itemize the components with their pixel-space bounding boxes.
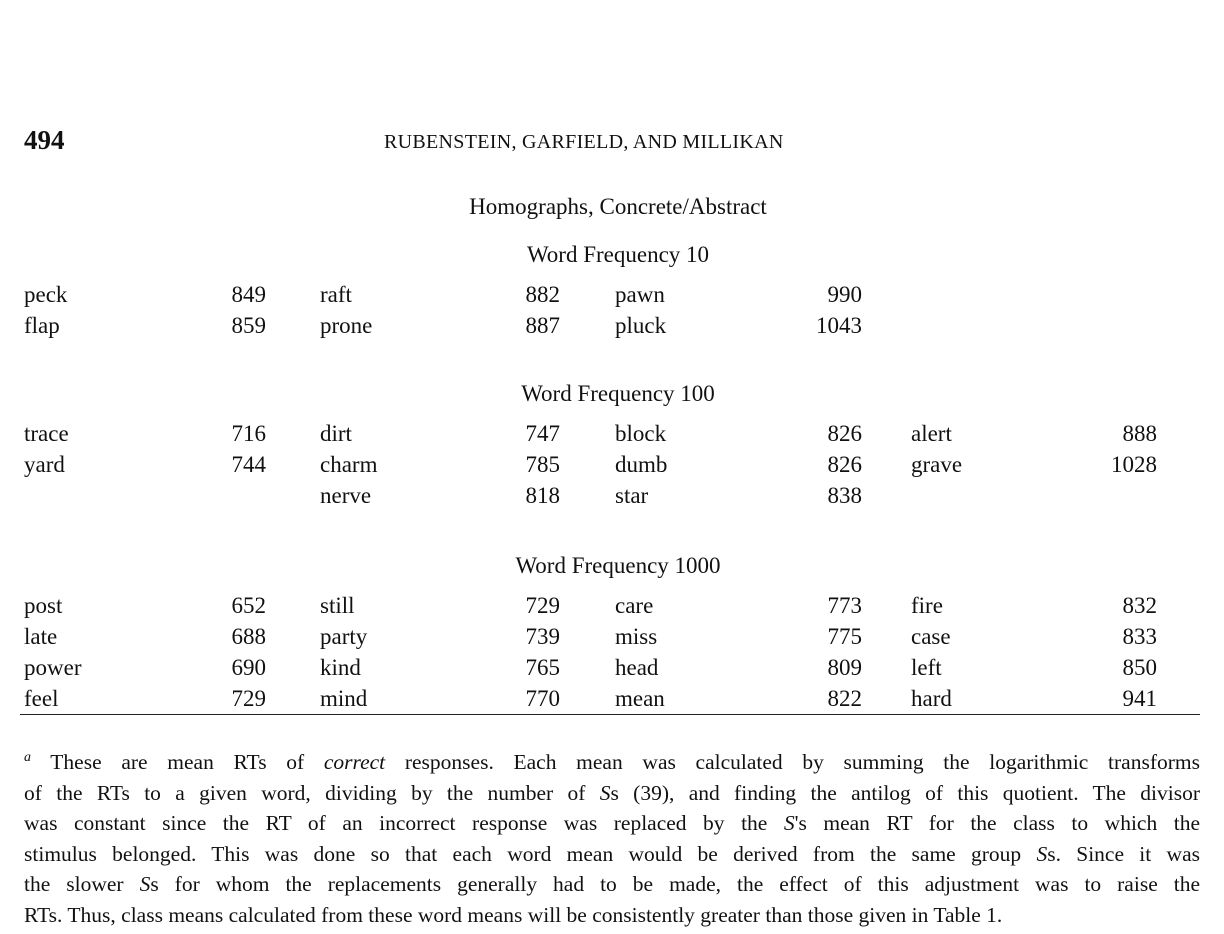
- rt-value-cell: 1043: [816, 313, 862, 338]
- footnote-line: stimulus belonged. This was done so that each word mean would be derived from the same group Ss. Since it was: [24, 841, 1200, 866]
- word-cell: raft: [320, 282, 352, 307]
- table-footnote: [24, 747, 1200, 930]
- rt-value-cell: 887: [525, 313, 560, 338]
- rt-value-cell: 849: [231, 282, 266, 307]
- word-cell: charm: [320, 452, 378, 477]
- rt-value-cell: 818: [525, 483, 560, 508]
- footnote-italic: S: [1036, 841, 1048, 866]
- footnote-italic: S: [139, 872, 151, 896]
- rt-value-cell: 882: [525, 282, 560, 307]
- rt-value-cell: 739: [525, 624, 560, 649]
- footnote-line: of the RTs to a given word, dividing by the number of Ss (39), and finding the antilog of this quotient. The divisor: [24, 780, 1200, 805]
- rt-value-cell: 1028: [1111, 452, 1157, 477]
- section-heading: Word Frequency 1000: [515, 553, 721, 578]
- section-heading: Word Frequency 10: [526, 242, 710, 267]
- rt-value-cell: 859: [231, 313, 266, 338]
- word-cell: yard: [24, 452, 65, 477]
- rt-value-cell: 785: [525, 452, 560, 477]
- word-cell: dirt: [320, 421, 352, 446]
- rt-value-cell: 688: [231, 624, 266, 649]
- rt-value-cell: 773: [827, 593, 862, 618]
- rt-value-cell: 744: [231, 452, 266, 477]
- word-cell: post: [24, 593, 63, 618]
- word-cell: kind: [320, 655, 361, 680]
- footnote-italic: S: [599, 780, 611, 805]
- rt-value-cell: 833: [1122, 624, 1157, 649]
- rt-value-cell: 729: [231, 686, 266, 711]
- word-cell: star: [615, 483, 649, 508]
- rt-value-cell: 826: [827, 421, 862, 446]
- word-cell: feel: [24, 686, 59, 711]
- rt-value-cell: 822: [827, 686, 862, 711]
- rt-value-cell: 747: [525, 421, 560, 446]
- word-cell: peck: [24, 282, 68, 307]
- rt-value-cell: 729: [525, 593, 560, 618]
- rt-value-cell: 770: [525, 686, 560, 711]
- rt-value-cell: 652: [231, 593, 266, 618]
- footnote-line: RTs. Thus, class means calculated from these word means will be consistently greater than those given in Table 1.: [24, 902, 1003, 927]
- footnote-italic: S: [783, 811, 795, 835]
- word-cell: power: [24, 655, 82, 680]
- rt-value-cell: 690: [231, 655, 266, 680]
- table-bottom-rule: [20, 714, 1200, 715]
- rt-value-cell: 809: [827, 655, 862, 680]
- word-cell: care: [615, 593, 654, 618]
- page-number: 494: [24, 125, 65, 155]
- section-heading: Word Frequency 100: [521, 381, 715, 406]
- word-cell: prone: [320, 313, 373, 338]
- footnote-line: the slower Ss for whom the replacements generally had to be made, the effect of this adjustment was to raise the: [24, 872, 1200, 896]
- rt-value-cell: 941: [1122, 686, 1157, 711]
- word-cell: late: [24, 624, 58, 649]
- word-cell: trace: [24, 421, 69, 446]
- word-cell: mean: [615, 686, 665, 711]
- rt-value-cell: 990: [827, 282, 862, 307]
- word-cell: fire: [911, 593, 943, 618]
- rt-value-cell: 838: [827, 483, 862, 508]
- word-cell: mind: [320, 686, 368, 711]
- word-cell: hard: [911, 686, 952, 711]
- word-cell: block: [615, 421, 667, 446]
- word-cell: head: [615, 655, 659, 680]
- rt-value-cell: 716: [231, 421, 266, 446]
- word-cell: alert: [911, 421, 952, 446]
- word-cell: grave: [911, 452, 963, 477]
- word-cell: case: [911, 624, 951, 649]
- rt-value-cell: 832: [1122, 593, 1157, 618]
- footnote-line: $^a$ These are mean RTs of correct responses. Each mean was calculated by summing the logarithmic transforms: [24, 750, 1200, 774]
- word-cell: nerve: [320, 483, 372, 508]
- rt-value-cell: 826: [827, 452, 862, 477]
- word-cell: dumb: [615, 452, 668, 477]
- footnote-line: was constant since the RT of an incorrect response was replaced by the S's mean RT for the class to which the: [24, 811, 1200, 835]
- rt-value-cell: 850: [1122, 655, 1157, 680]
- footnote-marker: a: [24, 750, 31, 765]
- rt-value-cell: 765: [525, 655, 560, 680]
- rt-value-cell: 888: [1122, 421, 1157, 446]
- word-cell: miss: [615, 624, 658, 649]
- running-head: RUBENSTEIN, GARFIELD, AND MILLIKAN: [384, 131, 784, 153]
- word-cell: left: [911, 655, 942, 680]
- rt-value-cell: 775: [827, 624, 862, 649]
- word-cell: still: [320, 593, 355, 618]
- word-cell: pawn: [615, 282, 665, 307]
- word-cell: flap: [24, 313, 60, 338]
- table-title: Homographs, Concrete/Abstract: [469, 194, 767, 219]
- word-cell: party: [320, 624, 368, 649]
- footnote-italic: correct: [323, 750, 386, 774]
- word-cell: pluck: [615, 313, 667, 338]
